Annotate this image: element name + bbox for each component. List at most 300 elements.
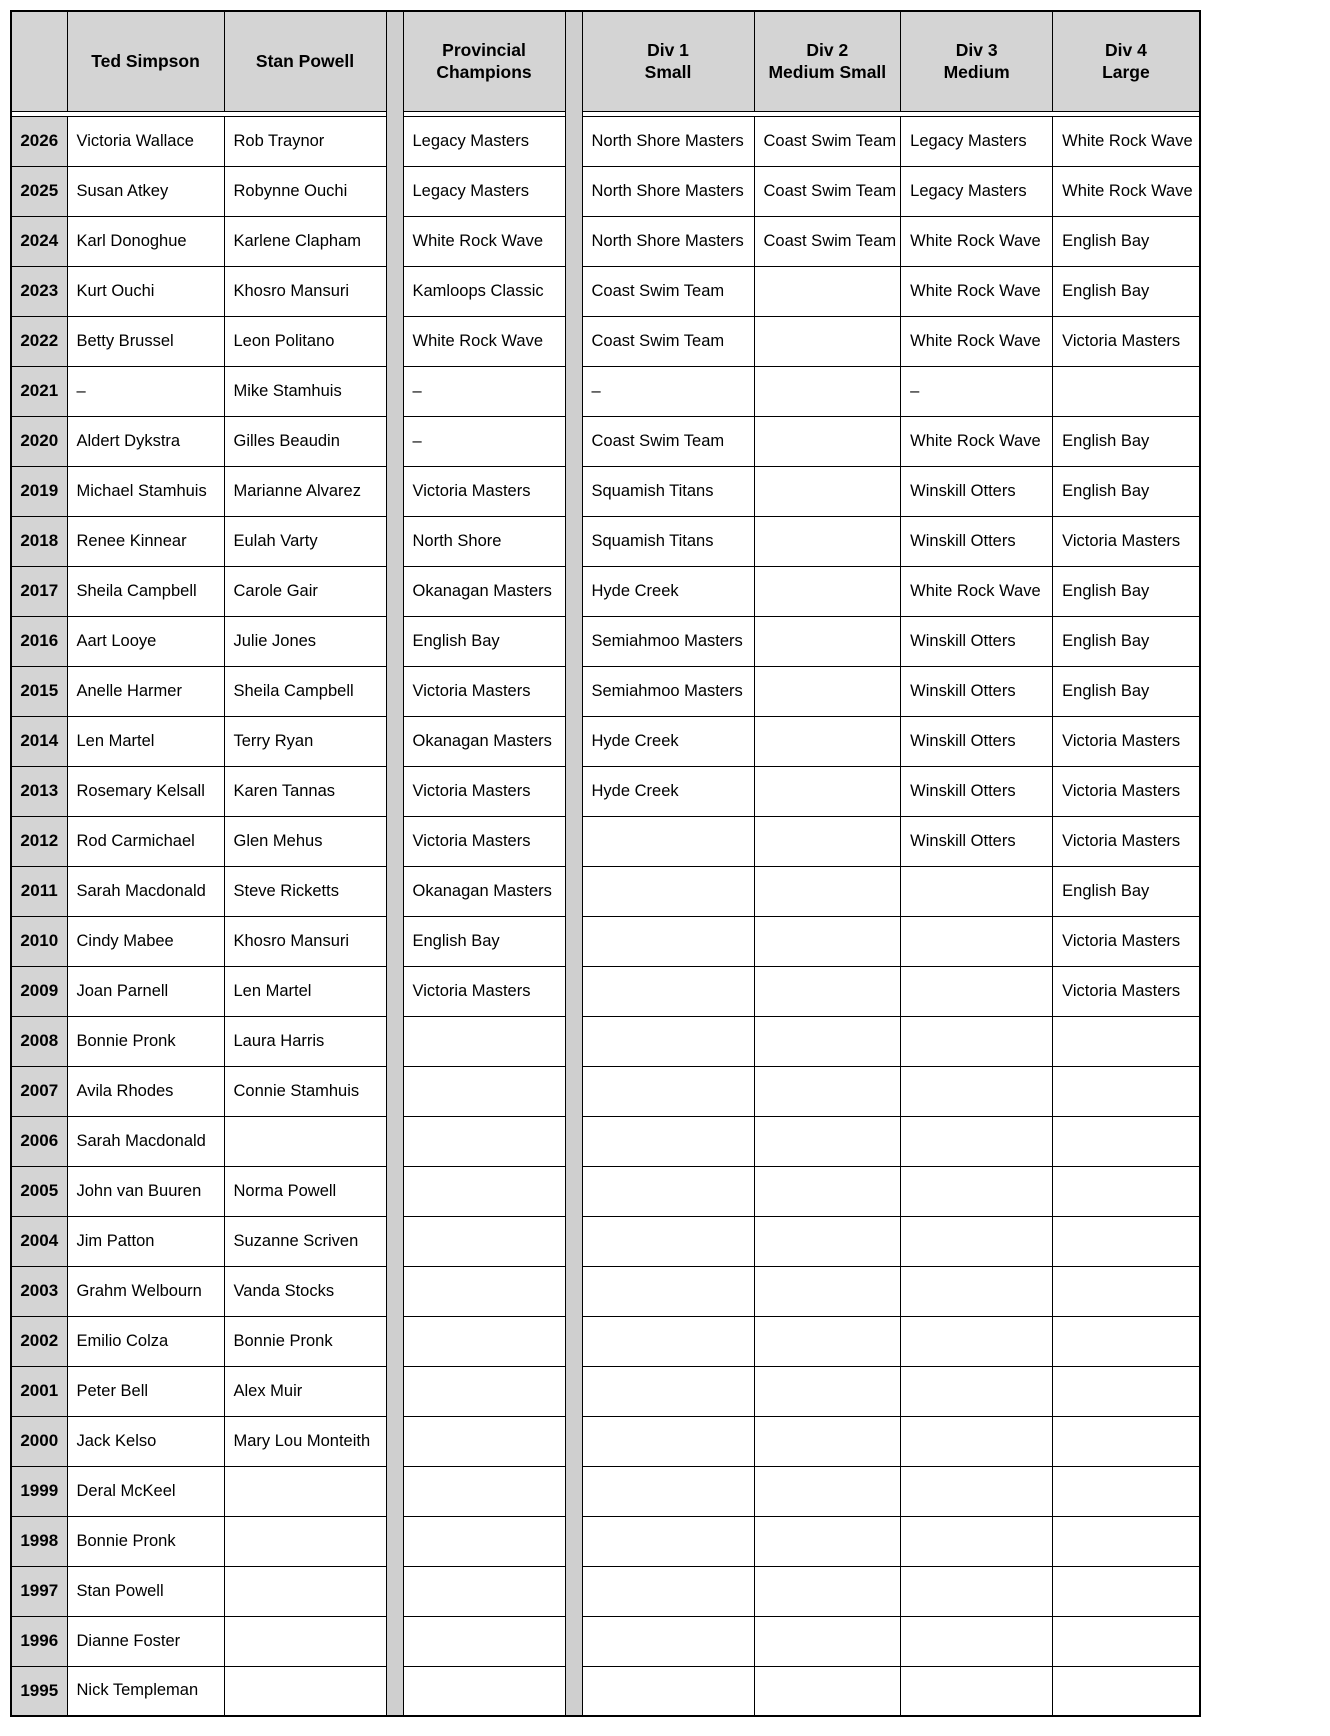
div3-medium-cell: – (901, 366, 1053, 416)
ted-simpson-cell: – (67, 366, 224, 416)
div2-medium-small-cell (754, 416, 901, 466)
div4-large-cell: Victoria Masters (1053, 916, 1200, 966)
div3-medium-cell (901, 1316, 1053, 1366)
year-cell: 1995 (11, 1666, 67, 1716)
year-cell: 2001 (11, 1366, 67, 1416)
separator-strip (386, 266, 403, 316)
table-row (11, 1016, 1200, 1066)
stan-powell-cell: Robynne Ouchi (224, 166, 386, 216)
separator-strip (386, 566, 403, 616)
table-row (11, 466, 1200, 516)
provincial-champions-cell (403, 1416, 565, 1466)
stan-powell-cell (224, 1616, 386, 1666)
div3-medium-cell: Winskill Otters (901, 466, 1053, 516)
separator-strip (565, 466, 582, 516)
header-div2-medium-small-line: Div 2 (806, 39, 849, 60)
provincial-champions-cell: White Rock Wave (403, 316, 565, 366)
year-cell: 2008 (11, 1016, 67, 1066)
table-row (11, 1416, 1200, 1466)
div3-medium-cell: Legacy Masters (901, 166, 1053, 216)
div4-large-cell: Victoria Masters (1053, 766, 1200, 816)
ted-simpson-cell: Anelle Harmer (67, 666, 224, 716)
provincial-champions-cell: Victoria Masters (403, 766, 565, 816)
div2-medium-small-cell (754, 1016, 901, 1066)
div4-large-cell (1053, 1016, 1200, 1066)
year-cell: 1999 (11, 1466, 67, 1516)
separator-strip (386, 716, 403, 766)
table-row (11, 316, 1200, 366)
stan-powell-cell: Gilles Beaudin (224, 416, 386, 466)
separator-strip (565, 516, 582, 566)
div2-medium-small-cell (754, 1366, 901, 1416)
provincial-champions-cell: Legacy Masters (403, 166, 565, 216)
provincial-champions-cell: Victoria Masters (403, 816, 565, 866)
stan-powell-cell: Julie Jones (224, 616, 386, 666)
separator-strip (386, 1116, 403, 1166)
separator-strip (565, 816, 582, 866)
table-body (11, 116, 1200, 1716)
header-div3-medium-line: Medium (943, 62, 1010, 83)
year-cell: 1997 (11, 1566, 67, 1616)
header-provincial-champions (403, 11, 565, 111)
div4-large-cell: English Bay (1053, 416, 1200, 466)
div1-small-cell: Hyde Creek (582, 716, 754, 766)
div1-small-cell: Hyde Creek (582, 766, 754, 816)
table-row (11, 966, 1200, 1016)
div4-large-cell: White Rock Wave (1053, 166, 1200, 216)
separator-strip (565, 1166, 582, 1216)
stan-powell-cell: Mike Stamhuis (224, 366, 386, 416)
div2-medium-small-cell (754, 316, 901, 366)
separator-strip (565, 1566, 582, 1616)
ted-simpson-cell: Len Martel (67, 716, 224, 766)
separator-strip (386, 616, 403, 666)
separator-strip (386, 316, 403, 366)
div1-small-cell (582, 1216, 754, 1266)
div1-small-cell (582, 1666, 754, 1716)
div1-small-cell (582, 1116, 754, 1166)
provincial-champions-cell (403, 1666, 565, 1716)
table-row (11, 166, 1200, 216)
year-cell: 2019 (11, 466, 67, 516)
separator-strip (565, 1266, 582, 1316)
div2-medium-small-cell (754, 1216, 901, 1266)
stan-powell-cell: Len Martel (224, 966, 386, 1016)
ted-simpson-cell: Jack Kelso (67, 1416, 224, 1466)
header-div4-large (1053, 11, 1200, 111)
div4-large-cell (1053, 1316, 1200, 1366)
div3-medium-cell: White Rock Wave (901, 216, 1053, 266)
div2-medium-small-cell (754, 1316, 901, 1366)
year-cell: 2005 (11, 1166, 67, 1216)
separator-strip (565, 216, 582, 266)
separator-strip (565, 316, 582, 366)
div1-small-cell: Hyde Creek (582, 566, 754, 616)
year-cell: 2003 (11, 1266, 67, 1316)
div3-medium-cell (901, 1416, 1053, 1466)
table-row (11, 766, 1200, 816)
provincial-champions-cell: North Shore (403, 516, 565, 566)
div1-small-cell: Coast Swim Team (582, 316, 754, 366)
year-cell: 2007 (11, 1066, 67, 1116)
ted-simpson-cell: Joan Parnell (67, 966, 224, 1016)
year-cell: 2010 (11, 916, 67, 966)
table-row (11, 416, 1200, 466)
div3-medium-cell: Winskill Otters (901, 616, 1053, 666)
separator-strip (565, 616, 582, 666)
div3-medium-cell (901, 1466, 1053, 1516)
separator-strip (386, 1016, 403, 1066)
header-provincial-champions-line: Provincial (442, 39, 526, 60)
stan-powell-cell: Leon Politano (224, 316, 386, 366)
separator-strip (386, 1066, 403, 1116)
provincial-champions-cell: Victoria Masters (403, 666, 565, 716)
header-div1-small-line: Div 1 (647, 39, 689, 60)
stan-powell-cell (224, 1666, 386, 1716)
div2-medium-small-cell (754, 1266, 901, 1316)
stan-powell-cell: Rob Traynor (224, 116, 386, 166)
div4-large-cell (1053, 1466, 1200, 1516)
table-row (11, 1466, 1200, 1516)
header-div3-medium-line: Div 3 (955, 39, 998, 60)
ted-simpson-cell: Bonnie Pronk (67, 1016, 224, 1066)
header-div1-small-line: Small (644, 62, 692, 83)
table-row (11, 516, 1200, 566)
div3-medium-cell (901, 1116, 1053, 1166)
ted-simpson-cell: Grahm Welbourn (67, 1266, 224, 1316)
div3-medium-cell (901, 1366, 1053, 1416)
separator-strip (386, 1166, 403, 1216)
table-row (11, 1166, 1200, 1216)
div4-large-cell (1053, 1216, 1200, 1266)
div1-small-cell (582, 1016, 754, 1066)
provincial-champions-cell (403, 1266, 565, 1316)
separator-strip (565, 1016, 582, 1066)
separator-strip (565, 1066, 582, 1116)
separator-strip (386, 1466, 403, 1516)
div2-medium-small-cell (754, 966, 901, 1016)
div3-medium-cell (901, 916, 1053, 966)
div2-medium-small-cell (754, 616, 901, 666)
year-cell: 2011 (11, 866, 67, 916)
separator-strip (386, 816, 403, 866)
separator-strip (565, 1466, 582, 1516)
header-div3-medium (901, 11, 1053, 111)
stan-powell-cell: Vanda Stocks (224, 1266, 386, 1316)
table-row (11, 1116, 1200, 1166)
separator-strip (386, 1666, 403, 1716)
div3-medium-cell: White Rock Wave (901, 266, 1053, 316)
div4-large-cell (1053, 1416, 1200, 1466)
header-div2-medium-small-line: Medium Small (768, 62, 887, 83)
div2-medium-small-cell: Coast Swim Team (754, 166, 901, 216)
div4-large-cell: Victoria Masters (1053, 966, 1200, 1016)
provincial-champions-cell: – (403, 416, 565, 466)
year-cell: 2000 (11, 1416, 67, 1466)
year-cell: 2012 (11, 816, 67, 866)
provincial-champions-cell (403, 1566, 565, 1616)
stan-powell-cell: Glen Mehus (224, 816, 386, 866)
provincial-champions-cell: English Bay (403, 916, 565, 966)
div4-large-cell: Victoria Masters (1053, 316, 1200, 366)
provincial-champions-cell: English Bay (403, 616, 565, 666)
div2-medium-small-cell (754, 716, 901, 766)
table-row (11, 716, 1200, 766)
div1-small-cell (582, 1416, 754, 1466)
provincial-champions-cell: Kamloops Classic (403, 266, 565, 316)
separator-strip (386, 516, 403, 566)
div1-small-cell: Squamish Titans (582, 466, 754, 516)
year-cell: 2024 (11, 216, 67, 266)
stan-powell-cell (224, 1566, 386, 1616)
stan-powell-cell: Laura Harris (224, 1016, 386, 1066)
div1-small-cell: North Shore Masters (582, 216, 754, 266)
stan-powell-cell (224, 1116, 386, 1166)
year-cell: 2006 (11, 1116, 67, 1166)
stan-powell-cell (224, 1516, 386, 1566)
year-cell: 2013 (11, 766, 67, 816)
div3-medium-cell: White Rock Wave (901, 316, 1053, 366)
div3-medium-cell: White Rock Wave (901, 416, 1053, 466)
table-row (11, 1066, 1200, 1116)
ted-simpson-cell: Avila Rhodes (67, 1066, 224, 1116)
year-cell: 2002 (11, 1316, 67, 1366)
provincial-champions-cell (403, 1616, 565, 1666)
div1-small-cell: Semiahmoo Masters (582, 616, 754, 666)
ted-simpson-cell: Aldert Dykstra (67, 416, 224, 466)
separator-strip (565, 966, 582, 1016)
div1-small-cell (582, 966, 754, 1016)
div2-medium-small-cell: Coast Swim Team (754, 216, 901, 266)
div1-small-cell: North Shore Masters (582, 116, 754, 166)
ted-simpson-cell: Emilio Colza (67, 1316, 224, 1366)
div1-small-cell (582, 1066, 754, 1116)
provincial-champions-cell: White Rock Wave (403, 216, 565, 266)
div2-medium-small-cell (754, 266, 901, 316)
separator-strip (565, 116, 582, 166)
separator-strip (565, 416, 582, 466)
div4-large-cell (1053, 1266, 1200, 1316)
div4-large-cell: English Bay (1053, 616, 1200, 666)
stan-powell-cell: Terry Ryan (224, 716, 386, 766)
separator-strip (565, 1116, 582, 1166)
div4-large-cell (1053, 1066, 1200, 1116)
table-row (11, 816, 1200, 866)
div3-medium-cell (901, 866, 1053, 916)
separator-strip (565, 166, 582, 216)
div2-medium-small-cell (754, 466, 901, 516)
separator-strip (386, 466, 403, 516)
year-cell: 1998 (11, 1516, 67, 1566)
stan-powell-cell: Sheila Campbell (224, 666, 386, 716)
stan-powell-cell: Suzanne Scriven (224, 1216, 386, 1266)
div4-large-cell (1053, 1616, 1200, 1666)
provincial-champions-cell (403, 1316, 565, 1366)
separator-strip (386, 11, 403, 111)
table-row (11, 1216, 1200, 1266)
div3-medium-cell (901, 1066, 1053, 1116)
header-stan-powell-line: Stan Powell (255, 50, 355, 71)
separator-strip (386, 1516, 403, 1566)
div3-medium-cell (901, 1566, 1053, 1616)
div3-medium-cell (901, 1216, 1053, 1266)
separator-strip (565, 1416, 582, 1466)
separator-strip (386, 416, 403, 466)
awards-results-table (10, 10, 1201, 1717)
div3-medium-cell: Winskill Otters (901, 716, 1053, 766)
year-cell: 2014 (11, 716, 67, 766)
div4-large-cell: Victoria Masters (1053, 516, 1200, 566)
div4-large-cell: Victoria Masters (1053, 716, 1200, 766)
separator-strip (386, 866, 403, 916)
div1-small-cell (582, 1266, 754, 1316)
div2-medium-small-cell (754, 766, 901, 816)
ted-simpson-cell: Sheila Campbell (67, 566, 224, 616)
year-cell: 2015 (11, 666, 67, 716)
div4-large-cell (1053, 1566, 1200, 1616)
ted-simpson-cell: Karl Donoghue (67, 216, 224, 266)
provincial-champions-cell (403, 1216, 565, 1266)
table-row (11, 1516, 1200, 1566)
ted-simpson-cell: Peter Bell (67, 1366, 224, 1416)
div4-large-cell: English Bay (1053, 466, 1200, 516)
div1-small-cell (582, 1166, 754, 1216)
div4-large-cell (1053, 1666, 1200, 1716)
div2-medium-small-cell (754, 516, 901, 566)
separator-strip (565, 1216, 582, 1266)
table-row (11, 1366, 1200, 1416)
separator-strip (386, 1266, 403, 1316)
ted-simpson-cell: Rosemary Kelsall (67, 766, 224, 816)
separator-strip (565, 1366, 582, 1416)
provincial-champions-cell: Victoria Masters (403, 466, 565, 516)
div2-medium-small-cell (754, 1066, 901, 1116)
div4-large-cell: English Bay (1053, 266, 1200, 316)
table-row (11, 366, 1200, 416)
provincial-champions-cell: – (403, 366, 565, 416)
div2-medium-small-cell (754, 916, 901, 966)
year-cell: 2009 (11, 966, 67, 1016)
table-row (11, 616, 1200, 666)
div2-medium-small-cell (754, 1566, 901, 1616)
div3-medium-cell (901, 1266, 1053, 1316)
div1-small-cell: Semiahmoo Masters (582, 666, 754, 716)
header-row (11, 11, 1200, 111)
table-row (11, 566, 1200, 616)
div4-large-cell (1053, 366, 1200, 416)
table-row (11, 1666, 1200, 1716)
ted-simpson-cell: Aart Looye (67, 616, 224, 666)
separator-strip (565, 916, 582, 966)
div3-medium-cell (901, 1516, 1053, 1566)
year-cell: 2026 (11, 116, 67, 166)
table-row (11, 666, 1200, 716)
stan-powell-cell: Carole Gair (224, 566, 386, 616)
div3-medium-cell (901, 1616, 1053, 1666)
year-cell: 2018 (11, 516, 67, 566)
separator-strip (386, 1316, 403, 1366)
ted-simpson-cell: John van Buuren (67, 1166, 224, 1216)
div1-small-cell (582, 866, 754, 916)
stan-powell-cell: Khosro Mansuri (224, 266, 386, 316)
stan-powell-cell: Bonnie Pronk (224, 1316, 386, 1366)
header-div2-medium-small (754, 11, 901, 111)
year-cell: 2017 (11, 566, 67, 616)
ted-simpson-cell: Rod Carmichael (67, 816, 224, 866)
header-provincial-champions-line: Champions (436, 62, 532, 83)
div2-medium-small-cell: Coast Swim Team (754, 116, 901, 166)
div2-medium-small-cell (754, 1616, 901, 1666)
stan-powell-cell: Karlene Clapham (224, 216, 386, 266)
year-cell: 2022 (11, 316, 67, 366)
ted-simpson-cell: Dianne Foster (67, 1616, 224, 1666)
stan-powell-cell: Khosro Mansuri (224, 916, 386, 966)
separator-strip (565, 866, 582, 916)
div2-medium-small-cell (754, 666, 901, 716)
header-div4-large-line: Large (1102, 62, 1150, 83)
separator-strip (386, 116, 403, 166)
provincial-champions-cell: Okanagan Masters (403, 866, 565, 916)
separator-strip (565, 1616, 582, 1666)
separator-strip (386, 966, 403, 1016)
year-cell: 2021 (11, 366, 67, 416)
ted-simpson-cell: Bonnie Pronk (67, 1516, 224, 1566)
separator-strip (565, 11, 582, 111)
ted-simpson-cell: Cindy Mabee (67, 916, 224, 966)
ted-simpson-cell: Deral McKeel (67, 1466, 224, 1516)
ted-simpson-cell: Susan Atkey (67, 166, 224, 216)
year-cell: 2016 (11, 616, 67, 666)
separator-strip (386, 666, 403, 716)
div4-large-cell: English Bay (1053, 666, 1200, 716)
div1-small-cell (582, 916, 754, 966)
ted-simpson-cell: Stan Powell (67, 1566, 224, 1616)
provincial-champions-cell (403, 1116, 565, 1166)
div1-small-cell (582, 1566, 754, 1616)
table-row (11, 1616, 1200, 1666)
separator-strip (565, 366, 582, 416)
div2-medium-small-cell (754, 1516, 901, 1566)
separator-strip (565, 1316, 582, 1366)
div3-medium-cell: White Rock Wave (901, 566, 1053, 616)
ted-simpson-cell: Betty Brussel (67, 316, 224, 366)
table-row (11, 1266, 1200, 1316)
div4-large-cell (1053, 1116, 1200, 1166)
separator-strip (386, 1216, 403, 1266)
separator-strip (565, 566, 582, 616)
stan-powell-cell: Steve Ricketts (224, 866, 386, 916)
header-year (11, 11, 67, 111)
div3-medium-cell (901, 1016, 1053, 1066)
div2-medium-small-cell (754, 816, 901, 866)
div3-medium-cell: Winskill Otters (901, 666, 1053, 716)
div4-large-cell: White Rock Wave (1053, 116, 1200, 166)
separator-strip (565, 716, 582, 766)
div4-large-cell: English Bay (1053, 566, 1200, 616)
separator-strip (386, 366, 403, 416)
div1-small-cell (582, 1466, 754, 1516)
separator-strip (386, 1416, 403, 1466)
provincial-champions-cell (403, 1466, 565, 1516)
header-ted-simpson (67, 11, 224, 111)
div1-small-cell (582, 1516, 754, 1566)
header-div4-large-line: Div 4 (1104, 39, 1147, 60)
header-ted-simpson-line: Ted Simpson (91, 50, 200, 71)
div2-medium-small-cell (754, 1666, 901, 1716)
provincial-champions-cell: Victoria Masters (403, 966, 565, 1016)
ted-simpson-cell: Sarah Macdonald (67, 1116, 224, 1166)
div1-small-cell: Coast Swim Team (582, 266, 754, 316)
